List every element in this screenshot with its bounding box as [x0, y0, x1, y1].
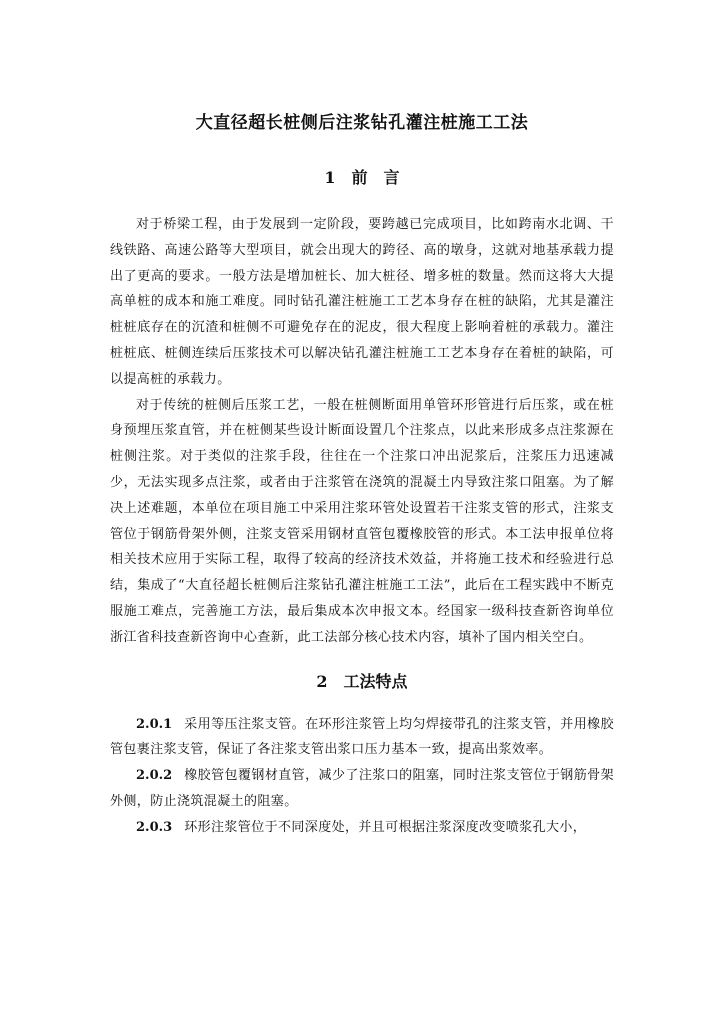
feature-number: 2.0.2 [136, 768, 173, 784]
document-body [110, 108, 614, 841]
document-title: 大直径超长桩侧后注浆钻孔灌注桩施工工法 [195, 113, 529, 133]
feature-number: 2.0.1 [136, 716, 173, 732]
feature-text: 采用等压注浆支管。在环形注浆管上均匀焊接带孔的注浆支管，并用橡胶管包裹注浆支管，保证了各注浆支管出浆口压力基本一致，提高出浆效率。 [110, 716, 614, 758]
feature-text: 橡胶管包覆钢材直管，减少了注浆口的阻塞，同时注浆支管位于钢筋骨架外侧，防止浇筑混凝土的阻塞。 [110, 768, 614, 809]
feature-text: 环形注浆管位于不同深度处，并且可根据注浆深度改变喷浆孔大小， [184, 819, 587, 835]
preface-paragraph-1: 对于桥梁工程，由于发展到一定阶段，要跨越已完成项目，比如跨南水北调、干线铁路、高速公路等大型项目，就会出现大的跨径、高的墩身，这就对地基承载力提出了更高的要求。一般方法是增加桩长、加大桩径、增多桩的数量。然而这将大大提高单桩的成本和施工难度。同时钻孔灌注桩施工工艺本身存在桩的缺陷，尤其是灌注桩桩底存在的沉渣和桩侧不可避免存在的泥皮，很大程度上影响着桩的承载力。灌注桩桩底、桩侧连续后压浆技术可以解决钻孔灌注桩施工工艺本身存在着桩的缺陷，可以提高桩的承载力。 [110, 217, 614, 387]
feature-item-2-0-1 [110, 712, 614, 764]
section-heading-features: 2 工法特点 [316, 671, 408, 691]
feature-item-2-0-3 [110, 815, 614, 841]
feature-number: 2.0.3 [136, 819, 173, 835]
preface-paragraph-2: 对于传统的桩侧后压浆工艺，一般在桩侧断面用单管环形管进行后压浆，或在桩身预埋压浆直管，并在桩侧某些设计断面设置几个注浆点，以此来形成多点注浆源在桩侧注浆。对于类似的注浆手段，往往在一个注浆口冲出泥浆后，注浆压力迅速减少，无法实现多点注浆，或者由于注浆管在浇筑的混凝土内导致注浆口阻塞。为了解决上述难题，本单位在项目施工中采用注浆环管处设置若干注浆支管的形式，注浆支管位于钢筋骨架外侧，注浆支管采用钢材直管包覆橡胶管的形式。本工法申报单位将相关技术应用于实际工程，取得了较高的经济技术效益，并将施工技术和经验进行总结，集成了“大直径超长桩侧后注浆钻孔灌注桩施工工法”，此后在工程实践中不断克服施工难点，完善施工方法，最后集成本次申报文本。经国家一级科技查新咨询单位浙江省科技查新咨询中心查新，此工法部分核心技术内容，填补了国内相关空白。 [110, 397, 614, 645]
feature-item-2-0-2 [110, 763, 614, 815]
section-heading-preface: 1 前 言 [324, 168, 400, 187]
